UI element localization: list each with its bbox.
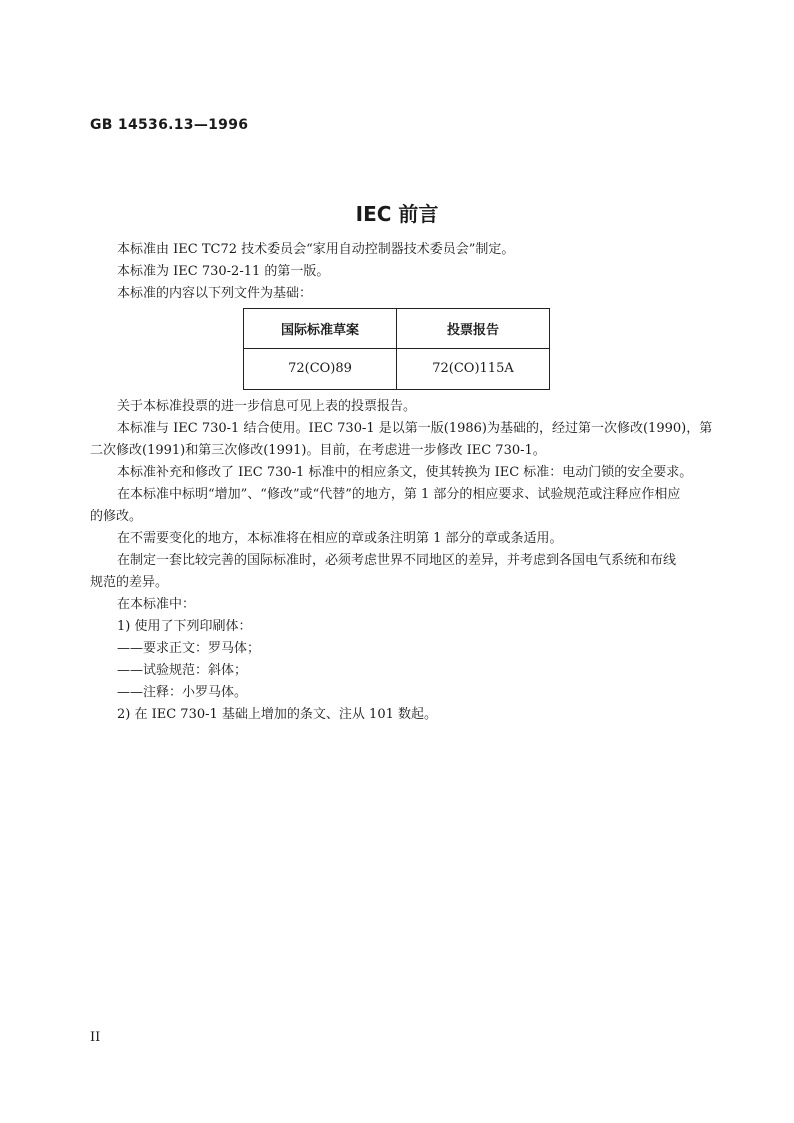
page-number: II [90,1030,101,1045]
paragraph: 本标准补充和修改了 IEC 730-1 标准中的相应条文，使其转换为 IEC 标准：电动门锁的安全要求。 [117,465,693,480]
paragraph-continuation: 规范的差异。 [90,575,169,590]
list-subitem: ——试验规范：斜体； [117,663,248,678]
list-subitem: ——要求正文：罗马体； [117,641,261,656]
table-header-cell: 投票报告 [446,323,499,338]
standard-code: GB 14536.13—1996 [90,117,249,133]
list-item: 2) 在 IEC 730-1 基础上增加的条文、注从 101 数起。 [117,707,437,722]
paragraph: 在本标准中： [117,597,196,612]
paragraph: 在不需要变化的地方，本标准将在相应的章或条注明第 1 部分的章或条适用。 [117,531,563,546]
paragraph: 本标准的内容以下列文件为基础： [117,286,313,301]
page-title: IEC 前言 [355,202,439,226]
table-cell: 72(CO)115A [432,361,514,376]
list-item: 1) 使用了下列印刷体： [117,619,252,634]
voting-table [243,308,550,390]
table-header-cell: 国际标准草案 [244,309,397,348]
paragraph-continuation: 二次修改(1991)和第三次修改(1991)。目前，在考虑进一步修改 IEC 730-1。 [90,443,546,458]
paragraph: 在本标准中标明“增加”、“修改”或“代替”的地方，第 1 部分的相应要求、试验规范或注释应作相应 [117,487,681,502]
paragraph: 本标准为 IEC 730-2-11 的第一版。 [117,264,330,279]
table-header-row [244,309,549,349]
list-subitem: ——注释：小罗马体。 [117,685,248,700]
paragraph-continuation: 的修改。 [90,509,143,524]
paragraph: 在制定一套比较完善的国际标准时，必须考虑世界不同地区的差异，并考虑到各国电气系统和布线 [117,553,677,568]
paragraph: 本标准与 IEC 730-1 结合使用。IEC 730-1 是以第一版(1986)为基础的，经过第一次修改(1990)，第 [117,421,713,436]
paragraph: 关于本标准投票的进一步信息可见上表的投票报告。 [117,399,417,414]
paragraph: 本标准由 IEC TC72 技术委员会“家用自动控制器技术委员会”制定。 [117,242,515,257]
table-row [244,348,549,389]
table-cell: 72(CO)89 [244,348,397,389]
